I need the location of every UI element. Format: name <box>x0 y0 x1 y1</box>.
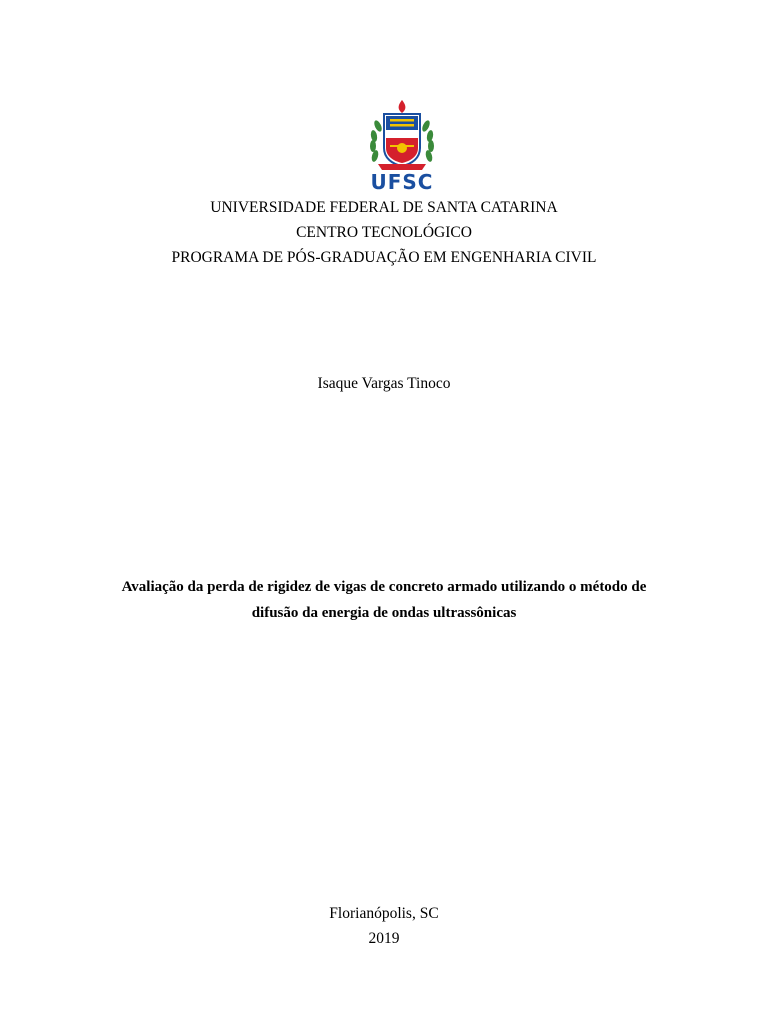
author-name: Isaque Vargas Tinoco <box>317 375 451 392</box>
thesis-title-line-1: Avaliação da perda de rigidez de vigas de concreto armado utilizando o método de <box>121 579 647 595</box>
city: Florianópolis, SC <box>329 905 439 922</box>
program-name: PROGRAMA DE PÓS-GRADUAÇÃO EM ENGENHARIA CIVIL <box>171 249 597 266</box>
thesis-title-line-2: difusão da energia de ondas ultrassônicas <box>251 605 517 621</box>
ufsc-logo <box>364 98 440 194</box>
center-name: CENTRO TECNOLÓGICO <box>296 224 472 241</box>
year: 2019 <box>368 930 400 947</box>
university-name: UNIVERSIDADE FEDERAL DE SANTA CATARINA <box>210 199 558 216</box>
logo-wordmark: UFSC <box>370 170 434 194</box>
